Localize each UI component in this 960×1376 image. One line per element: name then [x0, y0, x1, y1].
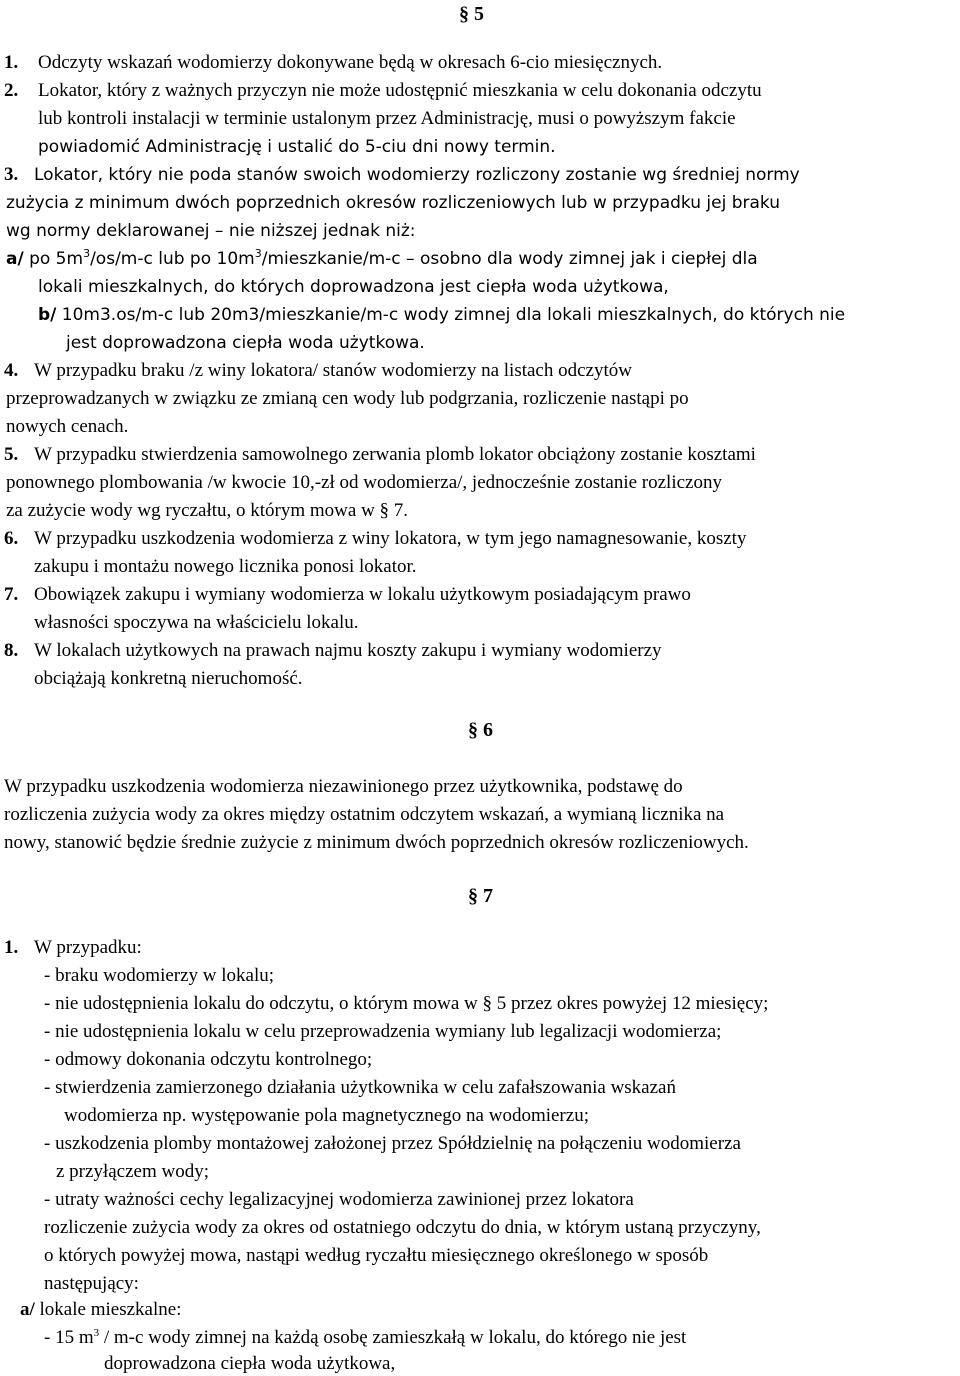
s5-item-4-line-3: nowych cenach.: [6, 416, 129, 437]
item-number: 2.: [4, 80, 19, 101]
s5-item-7-line-1: Obowiązek zakupu i wymiany wodomierza w lokalu użytkowym posiadającym prawo: [34, 584, 691, 605]
item-marker: b/: [38, 305, 57, 325]
s7-dash-5-cont: wodomierza np. występowanie pola magnetycznego na wodomierzu;: [64, 1105, 589, 1126]
s7-a-rate-line-2: doprowadzona ciepła woda użytkowa,: [104, 1353, 396, 1374]
s6-line-3: nowy, stanowić będzie średnie zużycie z minimum dwóch poprzednich okresów rozliczeniowych.: [4, 832, 749, 853]
item-number: 5.: [4, 444, 19, 465]
s5-item-7-line-2: własności spoczywa na właścicielu lokalu.: [34, 612, 359, 633]
s5-item-8-line-1: W lokalach użytkowych na prawach najmu koszty zakupu i wymiany wodomierzy: [34, 640, 662, 661]
s5-item-3-b-line-1: b/ 10m3.os/m-c lub 20m3/mieszkanie/m-c wody zimnej dla lokali mieszkalnych, do których nie: [38, 305, 846, 325]
item-number: 4.: [4, 360, 19, 381]
s7-para-line-1: rozliczenie zużycia wody za okres od ostatniego odczytu do dnia, w którym ustaną przyczyny,: [44, 1217, 761, 1238]
section-5-heading: § 5: [459, 3, 484, 25]
s7-dash-2: - nie udostępnienia lokalu do odczytu, o którym mowa w § 5 przez okres powyżej 12 miesięcy;: [44, 993, 769, 1014]
s7-dash-6-cont: z przyłączem wody;: [56, 1161, 209, 1182]
s5-item-3-a-line-1: a/ po $5m^3/os/m-c$ lub po $10m^3/mieszkanie/m-c$ – osobno dla wody zimnej jak i ciepłej dla: [6, 247, 758, 269]
item-number: 8.: [4, 640, 19, 661]
item-number: 1.: [4, 937, 19, 958]
s5-item-5-line-2: ponownego plombowania /w kwocie 10,-zł od wodomierza/, jednocześnie zostanie rozliczony: [6, 472, 722, 493]
s7-dash-7: - utraty ważności cechy legalizacyjnej wodomierza zawinionej przez lokatora: [44, 1189, 634, 1210]
section-7-heading: § 7: [468, 885, 493, 907]
s5-item-2-line-3: powiadomić Administrację i ustalić do 5-ciu dni nowy termin.: [38, 137, 556, 157]
s7-dash-1: - braku wodomierzy w lokalu;: [44, 965, 275, 986]
s5-item-1-text: Odczyty wskazań wodomierzy dokonywane będą w okresach 6-cio miesięcznych.: [38, 52, 663, 73]
s5-item-3-line-2: zużycia z minimum dwóch poprzednich okresów rozliczeniowych lub w przypadku jej braku: [6, 193, 781, 213]
s5-item-7-number: [4, 583, 18, 607]
s5-item-3-number: [4, 163, 18, 187]
item-number: 1.: [4, 52, 19, 73]
s5-item-4-line-2: przeprowadzanych w związku ze zmianą cen wody lub podgrzania, rozliczenie nastąpi po: [6, 388, 689, 409]
s5-item-2-number: [4, 79, 18, 103]
s7-para-line-2: o których powyżej mowa, nastąpi według ryczałtu miesięcznego określonego w sposób: [44, 1245, 709, 1266]
s5-item-1: [4, 51, 18, 75]
s5-item-3-line-1: Lokator, który nie poda stanów swoich wodomierzy rozliczony zostanie wg średniej normy: [34, 165, 800, 185]
item-marker: a/: [6, 249, 24, 269]
s7-dash-3: - nie udostępnienia lokalu w celu przeprowadzenia wymiany lub legalizacji wodomierza;: [44, 1021, 722, 1042]
s5-item-2-line-1: Lokator, który z ważnych przyczyn nie może udostępnić mieszkania w celu dokonania odczytu: [38, 80, 762, 101]
s5-item-5-line-3: za zużycie wody wg ryczałtu, o którym mowa w § 7.: [6, 500, 409, 521]
s6-line-1: W przypadku uszkodzenia wodomierza niezawinionego przez użytkownika, podstawę do: [4, 776, 683, 797]
item-marker: a/: [20, 1299, 35, 1320]
s5-item-3-a-line-2: lokali mieszkalnych, do których doprowadzona jest ciepła woda użytkowa,: [38, 277, 669, 297]
item-number: 6.: [4, 528, 19, 549]
s5-item-4-number: [4, 359, 18, 383]
s6-line-2: rozliczenia zużycia wody za okres między ostatnim odczytem wskazań, a wymianą licznika na: [4, 804, 725, 825]
s5-item-5-line-1: W przypadku stwierdzenia samowolnego zerwania plomb lokator obciążony zostanie kosztami: [34, 444, 756, 465]
s5-item-3-b-line-2: jest doprowadzona ciepła woda użytkowa.: [66, 333, 425, 353]
s7-a-rate-line-1: - 15 $m^3 / m-c$ wody zimnej na każdą osobę zamieszkałą w lokalu, do którego nie jest: [44, 1327, 687, 1348]
s7-a-line: a/ lokale mieszkalne:: [20, 1299, 182, 1320]
s5-item-8-number: [4, 639, 18, 663]
s5-item-3-line-3: wg normy deklarowanej – nie niższej jednak niż:: [6, 221, 416, 241]
s5-item-6-number: [4, 527, 18, 551]
section-6-heading: § 6: [468, 719, 493, 741]
item-number: 7.: [4, 584, 19, 605]
item-number: 3.: [4, 164, 19, 185]
s7-dash-6: - uszkodzenia plomby montażowej założonej przez Spółdzielnię na połączeniu wodomierza: [44, 1133, 741, 1154]
s5-item-4-line-1: W przypadku braku /z winy lokatora/ stanów wodomierzy na listach odczytów: [34, 360, 632, 381]
s7-dash-4: - odmowy dokonania odczytu kontrolnego;: [44, 1049, 373, 1070]
s7-item-1-text: W przypadku:: [34, 937, 142, 958]
s7-item-1: [4, 936, 18, 960]
s5-item-5-number: [4, 443, 18, 467]
s5-item-8-line-2: obciążają konkretną nieruchomość.: [34, 668, 303, 689]
s7-para-line-3: następujący:: [44, 1273, 139, 1294]
s5-item-6-line-2: zakupu i montażu nowego licznika ponosi lokator.: [34, 556, 417, 577]
s7-dash-5: - stwierdzenia zamierzonego działania użytkownika w celu zafałszowania wskazań: [44, 1077, 676, 1098]
s5-item-6-line-1: W przypadku uszkodzenia wodomierza z winy lokatora, w tym jego namagnesowanie, koszty: [34, 528, 747, 549]
s5-item-2-line-2: lub kontroli instalacji w terminie ustalonym przez Administrację, musi o powyższym fakcie: [38, 108, 736, 129]
